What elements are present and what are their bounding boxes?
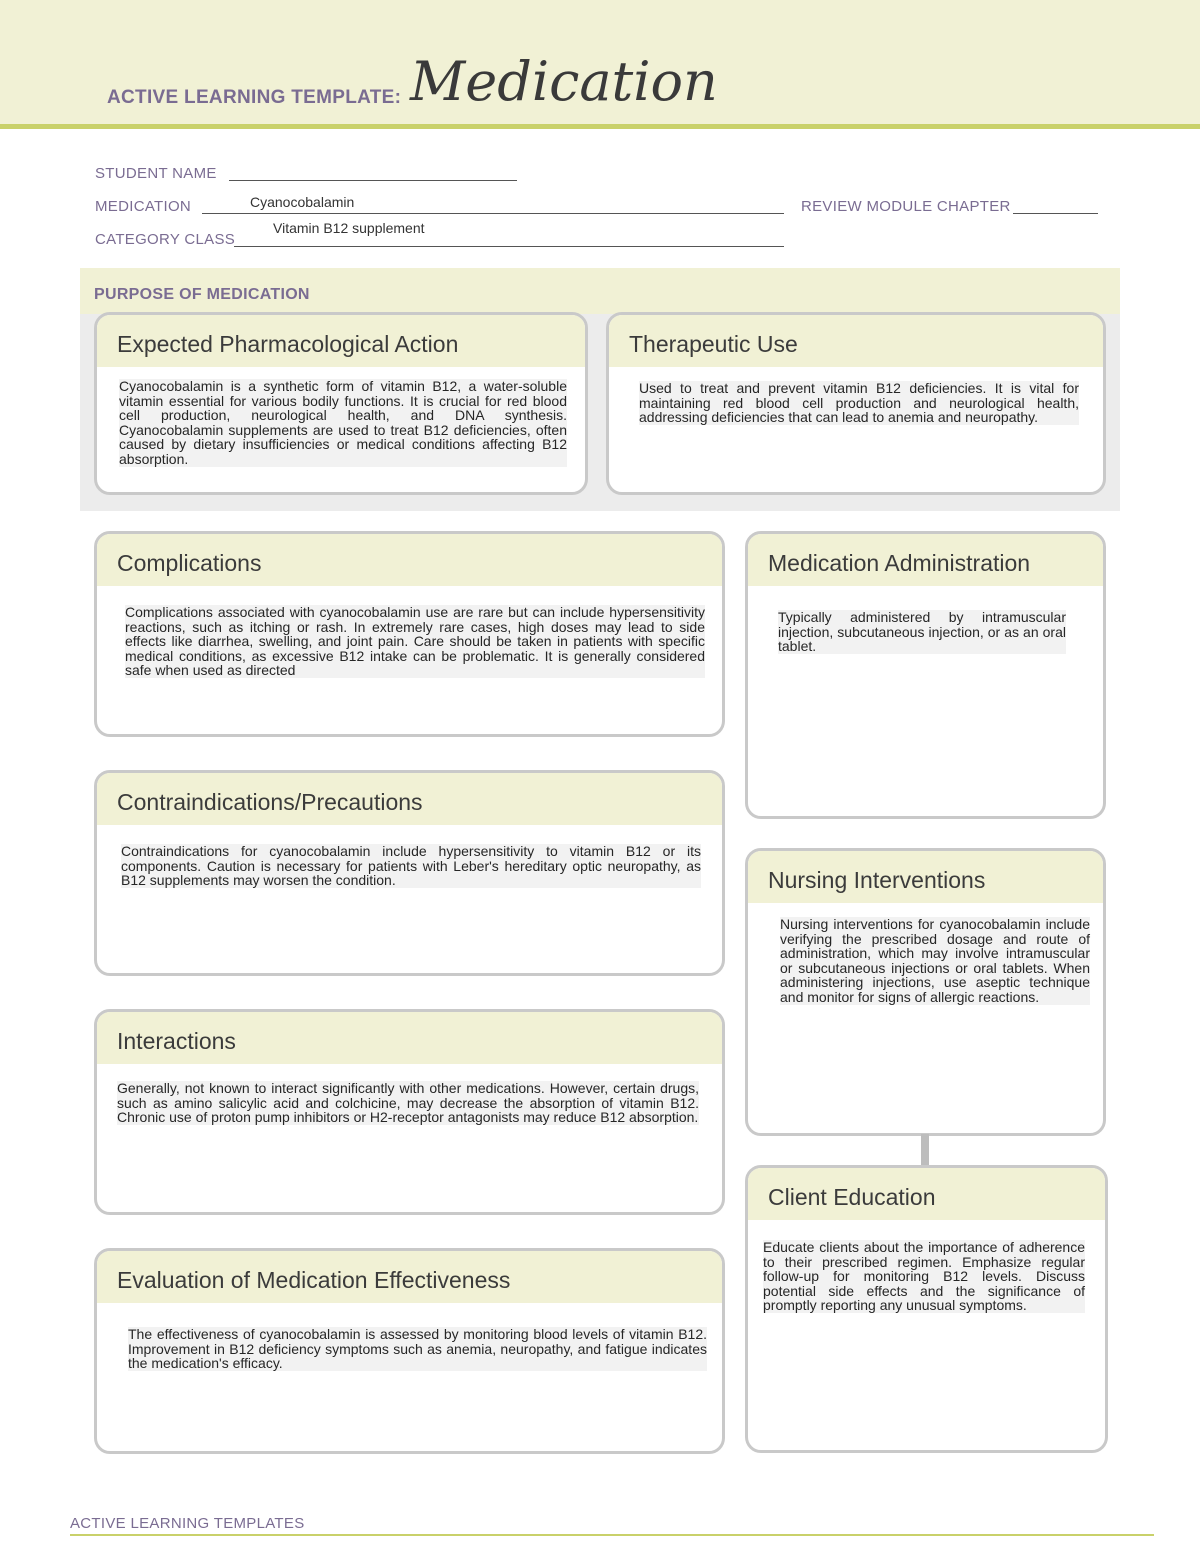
interactions-body[interactable]: Generally, not known to interact significantly with other medications. However, certain drugs, such as amino salicylic acid and colchicine, may decrease the absorption of vitamin B12. Chronic use of proton pump inhibitors or H2-receptor antagonists may reduce B12 absorption. [117,1080,699,1126]
medication-label: MEDICATION [95,198,192,215]
nursing-title: Nursing Interventions [768,867,986,893]
contraindications-body[interactable]: Contraindications for cyanocobalamin include hypersensitivity to vitamin B12 or its components. Caution is necessary for patients with Leber's hereditary optic neuropathy, as B12 supplements may worsen the condition. [121,843,701,889]
administration-body[interactable]: Typically administered by intramuscular injection, subcutaneous injection, or as an oral tablet. [778,609,1066,655]
footer-text: ACTIVE LEARNING TEMPLATES [70,1515,305,1532]
category-class-field[interactable] [234,246,784,247]
category-class-label: CATEGORY CLASS [95,231,236,248]
client-education-title: Client Education [768,1184,936,1210]
administration-card [745,531,1106,819]
template-prefix: ACTIVE LEARNING TEMPLATE: [107,87,402,108]
therapeutic-use-body[interactable]: Used to treat and prevent vitamin B12 deficiencies. It is vital for maintaining red blood cell production and neurological health, addressing deficiencies that can lead to anemia and neuropathy. [639,380,1079,426]
client-education-card [745,1165,1108,1453]
client-education-body[interactable]: Educate clients about the importance of adherence to their prescribed regimen. Emphasize regular follow-up for monitoring B12 levels. Discuss potential side effects and the significance of promptly reporting any unusual symptoms. [763,1239,1085,1314]
complications-body[interactable]: Complications associated with cyanocobalamin use are rare but can include hypersensitivity reactions, such as itching or rash. In extremely rare cases, high doses may lead to side effects like diarrhea, swelling, and joint pain. Care should be taken in patients with specific medical conditions, as excessive B12 intake can be problematic. It is generally considered safe when used as directed [125,604,705,679]
therapeutic-use-title: Therapeutic Use [629,331,798,357]
purpose-title: PURPOSE OF MEDICATION [94,286,310,303]
category-class-value: Vitamin B12 supplement [273,220,425,236]
evaluation-body[interactable]: The effectiveness of cyanocobalamin is assessed by monitoring blood levels of vitamin B12. Improvement in B12 deficiency symptoms such as anemia, neuropathy, and fatigue indicates the medication's efficacy. [128,1326,707,1372]
administration-title: Medication Administration [768,550,1031,576]
evaluation-card [94,1248,725,1454]
evaluation-title: Evaluation of Medication Effectiveness [117,1267,511,1293]
contraindications-title: Contraindications/Precautions [117,789,423,815]
expected-action-body[interactable]: Cyanocobalamin is a synthetic form of vitamin B12, a water-soluble vitamin essential for various bodily functions. It is crucial for red blood cell production, neurological health, and DNA synthesis. Cyanocobalamin supplements are used to treat B12 deficiencies, often caused by dietary insufficiencies or medical conditions affecting B12 absorption. [119,378,567,467]
complications-card [94,531,725,737]
nursing-body[interactable]: Nursing interventions for cyanocobalamin include verifying the prescribed dosage and route of administration, which may involve intramuscular or subcutaneous injections or oral tablets. When administering injections, use aseptic technique and monitor for signs of allergic reactions. [780,916,1090,1005]
expected-action-card [94,312,588,495]
expected-action-title: Expected Pharmacological Action [117,331,459,357]
interactions-title: Interactions [117,1028,236,1054]
medication-value: Cyanocobalamin [250,194,355,210]
review-module-label: REVIEW MODULE CHAPTER [801,198,1011,215]
review-module-field[interactable] [1013,213,1098,214]
contraindications-card [94,770,725,976]
page-title: Medication [410,50,718,113]
complications-title: Complications [117,550,262,576]
student-name-label: STUDENT NAME [95,165,217,182]
nursing-card [745,848,1106,1136]
card-connector [921,1134,929,1167]
interactions-card [94,1009,725,1215]
footer-rule [70,1534,1154,1536]
therapeutic-use-card [606,312,1106,495]
student-name-field[interactable] [229,180,517,181]
medication-field[interactable] [202,213,784,214]
